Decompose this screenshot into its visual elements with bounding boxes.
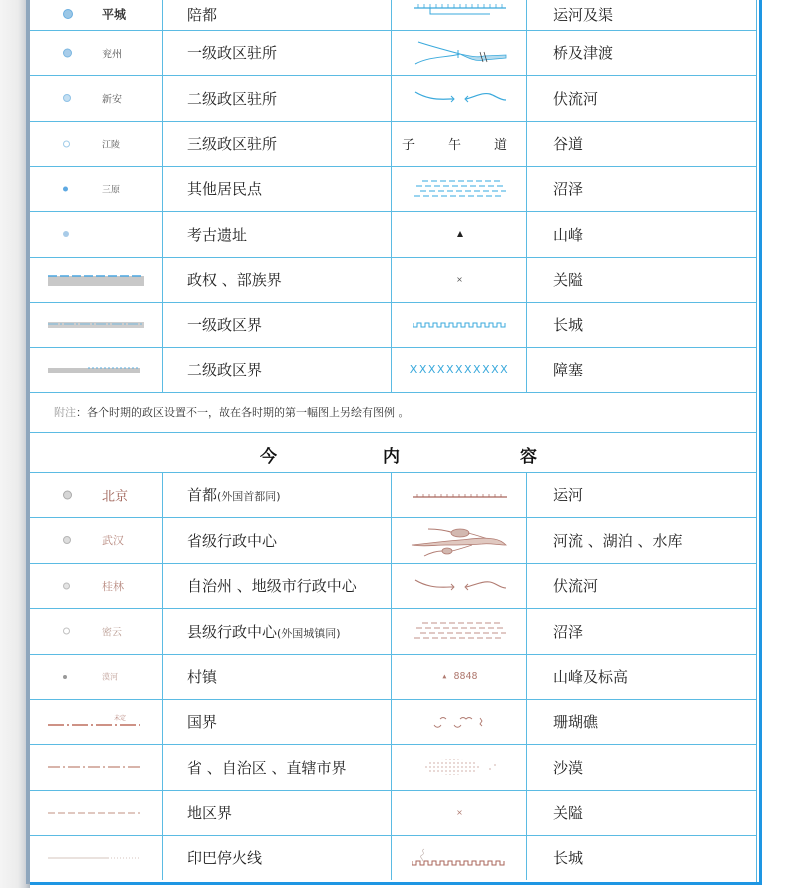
pass-icon: ×: [456, 275, 463, 284]
legend-row: [30, 517, 756, 564]
swamp-icon: [412, 178, 508, 200]
legend-row: [30, 699, 756, 745]
label-sub: (外国城镇同): [277, 626, 341, 640]
pass-icon: ×: [456, 808, 463, 817]
settlement-symbol-cell: [30, 347, 162, 392]
legend-label: 省 、自治区 、直辖市界: [187, 758, 347, 777]
legend-label: 一级政区驻所: [187, 44, 278, 62]
underground-river-icon: [410, 88, 510, 108]
symbol-cell: [391, 699, 527, 744]
legend-label: 谷道: [553, 135, 584, 153]
settlement-symbol-cell: [30, 608, 162, 654]
settlement-symbol-cell: [30, 472, 162, 517]
settlement-label-cell: [162, 654, 392, 699]
settlement-label-cell: [162, 744, 392, 790]
symbol-label-cell: [526, 211, 757, 257]
settlement-label-cell: [162, 835, 392, 880]
county-center-icon: [63, 628, 70, 635]
ceasefire-line-icon: [48, 854, 148, 862]
symbol-label-cell: [526, 347, 757, 392]
legend-row: [30, 790, 756, 836]
legend-label: [187, 621, 341, 642]
symbol-label-cell: [526, 166, 757, 211]
symbol-cell: [391, 0, 527, 30]
settlement-label-cell: [162, 30, 392, 75]
legend-label: [187, 484, 281, 505]
coral-reef-icon: [430, 715, 490, 729]
modern-content-heading: [30, 432, 756, 473]
outer-frame-right: [759, 0, 762, 884]
legend-label: 政权 、部族界: [187, 271, 282, 289]
heading-char: 今: [260, 447, 277, 467]
legend-label: 运河: [553, 486, 584, 504]
symbol-label-cell: [526, 75, 757, 121]
sample-place-name: 武汉: [102, 534, 124, 547]
legend-row: [30, 166, 756, 212]
legend-label: 障塞: [553, 361, 584, 379]
legend-label: 长城: [553, 849, 584, 867]
legend-label: 省级行政中心: [187, 531, 278, 550]
symbol-label-cell: [526, 608, 757, 654]
settlement-symbol-cell: [30, 699, 162, 744]
symbol-cell: [391, 302, 527, 347]
district-border-icon: [48, 809, 148, 817]
peak-elevation-icon: ▴ 8848: [441, 671, 478, 682]
legend-row: [30, 302, 756, 348]
sample-place-name: 北京: [102, 489, 129, 504]
settlement-symbol-cell: [30, 257, 162, 302]
sample-place-name: 平城: [102, 7, 127, 22]
legend-label: 山峰: [553, 225, 584, 244]
settlement-label-cell: [162, 790, 392, 835]
legend-row: [30, 347, 756, 393]
elevation-value: 8848: [453, 671, 478, 682]
settlement-label-cell: [162, 699, 392, 744]
symbol-cell: [391, 654, 527, 699]
legend-label: 其他居民点: [187, 180, 263, 198]
symbol-label-cell: [526, 0, 757, 30]
label-sub: (外国首都同): [217, 490, 281, 503]
desert-icon: [420, 757, 500, 777]
symbol-label-cell: [526, 517, 757, 563]
legend-row: [30, 835, 756, 880]
legend-row: [30, 654, 756, 700]
settlement-symbol-cell: [30, 166, 162, 211]
regime-tribal-boundary-icon: [48, 273, 148, 287]
note-tag: 附注: [54, 406, 76, 419]
symbol-label-cell: [526, 257, 757, 302]
legend-label: 沼泽: [553, 622, 584, 641]
label-main: 首都: [187, 486, 218, 504]
legend-label: 村镇: [187, 668, 218, 686]
settlement-label-cell: [162, 517, 392, 563]
settlement-label-cell: [162, 472, 392, 517]
sample-place-name: 三原: [102, 185, 121, 195]
settlement-label-cell: [162, 302, 392, 347]
legend-label: 伏流河: [553, 577, 599, 595]
bridge-and-ferry-icon: [410, 38, 510, 68]
sample-place-name: 漠河: [102, 672, 118, 681]
provincial-center-icon: [63, 536, 71, 544]
settlement-label-cell: [162, 121, 392, 166]
legend-label: 伏流河: [553, 89, 599, 108]
settlement-symbol-cell: [30, 121, 162, 166]
prefecture-center-icon: [63, 582, 70, 589]
settlement-symbol-cell: [30, 0, 162, 30]
symbol-cell: [391, 517, 527, 563]
settlement-label-cell: [162, 257, 392, 302]
legend-label: 国界: [187, 713, 218, 731]
symbol-label-cell: [526, 563, 757, 608]
settlement-symbol-cell: [30, 211, 162, 257]
legend-label: 桥及津渡: [553, 44, 614, 62]
settlement-label-cell: [162, 211, 392, 257]
symbol-label-cell: [526, 654, 757, 699]
legend-row: [30, 30, 756, 76]
secondary-capital-icon: [63, 9, 73, 19]
settlement-symbol-cell: [30, 30, 162, 75]
symbol-label-cell: [526, 835, 757, 880]
great-wall-icon: [412, 847, 508, 869]
symbol-label-cell: [526, 699, 757, 744]
legend-row: [30, 744, 756, 791]
settlement-symbol-cell: [30, 835, 162, 880]
second-level-boundary-icon: [48, 365, 148, 375]
legend-label: 河流 、湖泊 、水库: [553, 531, 683, 550]
legend-label: 二级政区界: [187, 361, 263, 379]
legend-label: 二级政区驻所: [187, 89, 278, 108]
provincial-border-icon: [48, 763, 148, 771]
symbol-cell: [391, 744, 527, 790]
valley-road-text: 子 午 道: [401, 138, 517, 153]
symbol-label-cell: [526, 30, 757, 75]
legend-label: 沼泽: [553, 180, 584, 198]
settlement-symbol-cell: [30, 744, 162, 790]
great-wall-icon: [413, 321, 507, 329]
settlement-label-cell: [162, 608, 392, 654]
other-settlement-icon: [63, 186, 68, 191]
archaeological-site-icon: [63, 231, 69, 237]
label-main: 县级行政中心: [187, 622, 278, 641]
symbol-cell: [391, 347, 527, 392]
symbol-cell: [391, 30, 527, 75]
symbol-cell: [391, 166, 527, 211]
third-level-seat-icon: [63, 140, 70, 147]
legend-label: 山峰及标高: [553, 668, 629, 686]
legend-row: [30, 257, 756, 303]
heading-char: 内: [383, 447, 400, 467]
symbol-cell: [391, 472, 527, 517]
settlement-label-cell: [162, 166, 392, 211]
symbol-label-cell: [526, 302, 757, 347]
legend-note: [30, 392, 756, 433]
legend-label: 沙漠: [553, 758, 584, 777]
sample-place-name: 新安: [102, 94, 122, 106]
settlement-symbol-cell: [30, 517, 162, 563]
settlement-symbol-cell: [30, 75, 162, 121]
legend-label: 关隘: [553, 804, 584, 822]
symbol-label-cell: [526, 472, 757, 517]
legend-row: [30, 563, 756, 609]
symbol-cell: [391, 211, 527, 257]
settlement-symbol-cell: [30, 790, 162, 835]
settlement-label-cell: [162, 563, 392, 608]
sample-place-name: 桂林: [102, 579, 124, 593]
settlement-symbol-cell: [30, 654, 162, 699]
symbol-cell: [391, 563, 527, 608]
legend-row: [30, 75, 756, 122]
symbol-cell: [391, 257, 527, 302]
village-icon: [63, 675, 67, 679]
legend-label: 一级政区界: [187, 316, 263, 334]
peak-icon: [456, 230, 464, 238]
settlement-label-cell: [162, 75, 392, 121]
legend-label: 珊瑚礁: [553, 713, 599, 731]
legend-label: 三级政区驻所: [187, 135, 278, 153]
legend-label: 印巴停火线: [187, 849, 263, 867]
legend-label: 关隘: [553, 271, 584, 289]
legend-row: [30, 472, 756, 518]
note-text: ：各个时期的政区设置不一，故在各时期的第一幅图上另绘有图例 。: [76, 406, 410, 419]
fortress-barrier-icon: XXXXXXXXXXX: [409, 363, 510, 376]
capital-icon: [63, 490, 72, 499]
legend-label: 地区界: [187, 804, 233, 822]
settlement-symbol-cell: [30, 563, 162, 608]
symbol-cell: [391, 835, 527, 880]
symbol-cell: [391, 790, 527, 835]
river-lake-reservoir-icon: [410, 523, 510, 557]
symbol-cell: [391, 75, 527, 121]
outer-frame-bottom: [30, 882, 762, 885]
symbol-cell: [391, 121, 527, 166]
underground-river-icon: [410, 576, 510, 596]
legend-label: 长城: [553, 316, 584, 334]
symbol-label-cell: [526, 744, 757, 790]
settlement-symbol-cell: [30, 302, 162, 347]
second-level-seat-icon: [63, 94, 71, 102]
legend-row: [30, 0, 756, 31]
legend-label: 陪都: [187, 5, 218, 24]
legend-label: 自治州 、地级市行政中心: [187, 577, 357, 595]
national-border-icon: [48, 712, 148, 732]
symbol-label-cell: [526, 121, 757, 166]
first-level-boundary-icon: [48, 320, 148, 330]
legend-label: 考古遗址: [187, 225, 248, 244]
sample-place-name: 兖州: [102, 49, 122, 60]
settlement-label-cell: [162, 347, 392, 392]
sample-place-name: 江陵: [102, 140, 121, 150]
symbol-cell: [391, 608, 527, 654]
first-level-seat-icon: [63, 48, 72, 57]
canal-and-channel-icon: [410, 4, 510, 24]
heading-char: 容: [520, 447, 537, 467]
undetermined-border-note: 未定: [114, 714, 127, 722]
legend-row: [30, 211, 756, 258]
settlement-label-cell: [162, 0, 392, 30]
symbol-label-cell: [526, 790, 757, 835]
swamp-icon: [412, 620, 508, 642]
canal-icon: [413, 491, 507, 499]
legend-row: [30, 121, 756, 167]
sample-place-name: 密云: [102, 627, 122, 639]
legend-row: [30, 608, 756, 655]
legend-label: 运河及渠: [553, 5, 614, 24]
